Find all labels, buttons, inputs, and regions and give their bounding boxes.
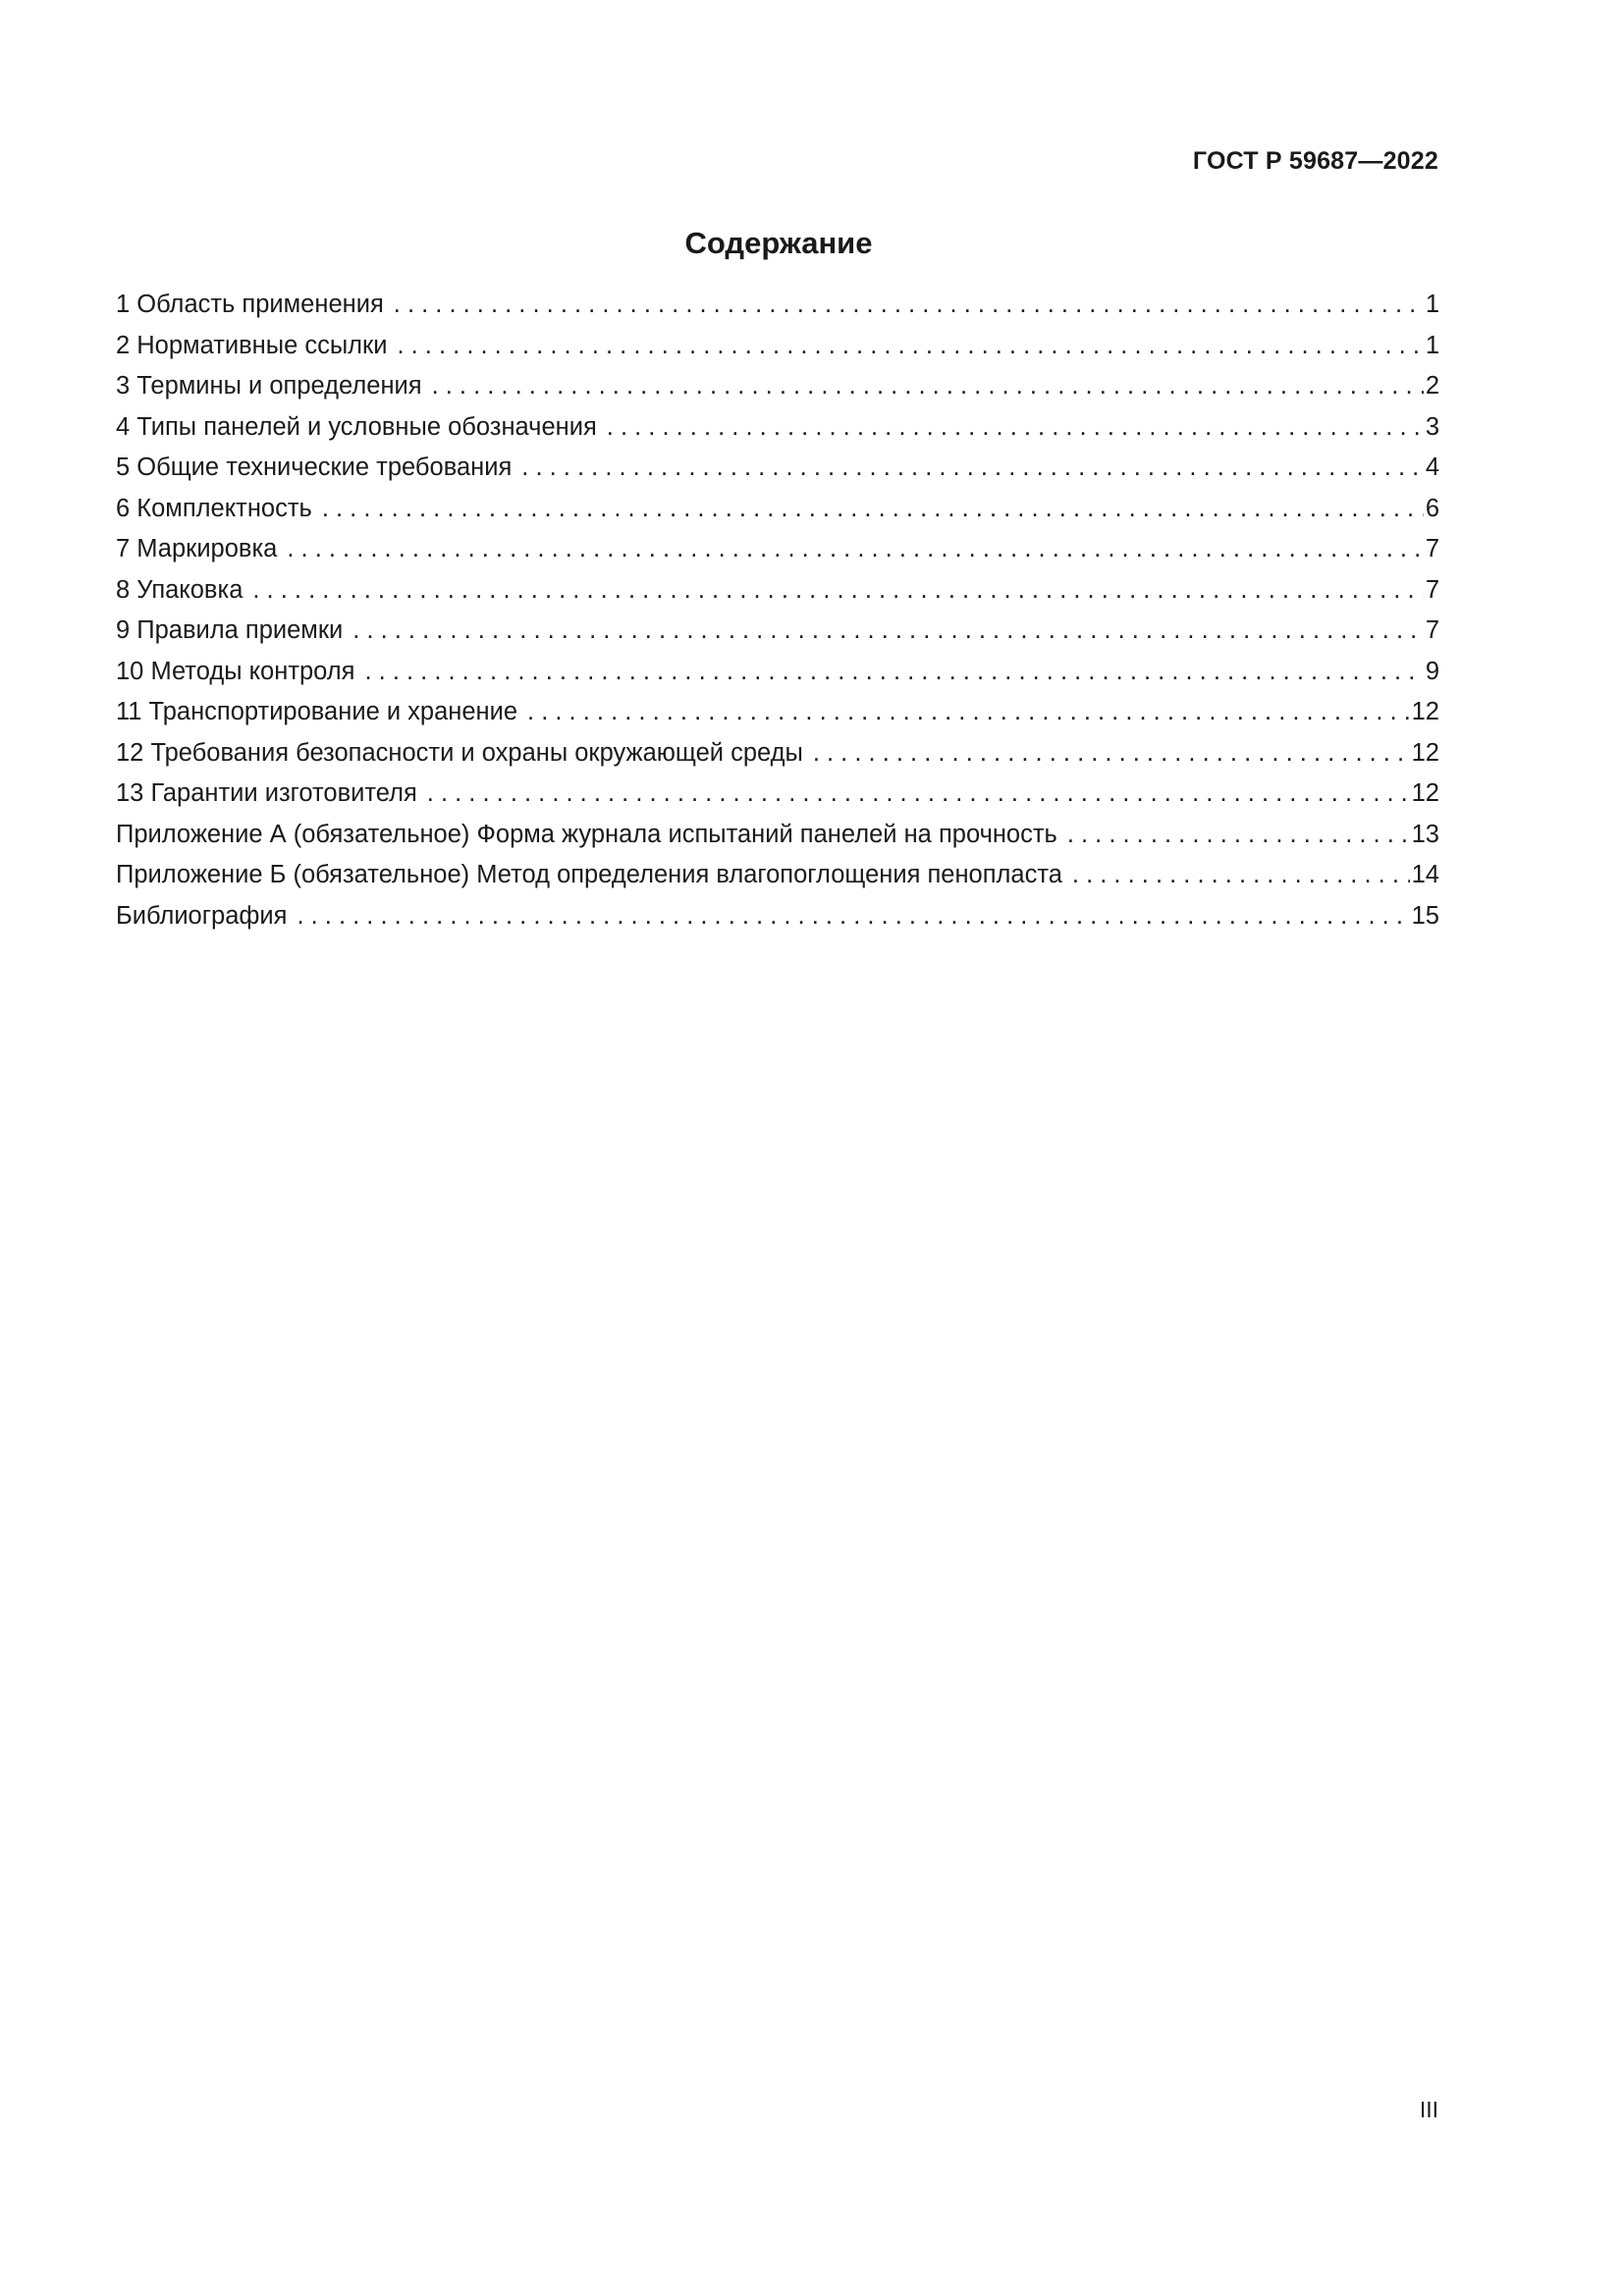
toc-entry-page: 7 <box>1425 535 1439 562</box>
toc-entry-label: 12 Требования безопасности и охраны окружающей среды <box>116 738 803 767</box>
toc-entry-label: 9 Правила приемки <box>116 616 344 644</box>
toc-entry-label: 5 Общие технические требования <box>116 454 513 481</box>
document-code: ГОСТ Р 59687—2022 <box>1192 147 1438 175</box>
toc-dot-leader <box>813 733 1410 774</box>
toc-entry-label: 8 Упаковка <box>116 575 244 604</box>
toc-dot-leader <box>1067 815 1410 856</box>
toc-entry-page: 1 <box>1425 291 1439 318</box>
toc-entry-label: 3 Термины и определения <box>116 372 422 400</box>
toc-entry-label: 4 Типы панелей и условные обозначения <box>116 412 597 441</box>
toc-entry-label: 2 Нормативные ссылки <box>116 331 388 359</box>
toc-entry-page: 12 <box>1411 779 1439 807</box>
toc-entry-page: 7 <box>1425 616 1439 644</box>
toc-title: Содержание <box>684 226 873 260</box>
toc-entry[interactable] <box>116 407 1439 449</box>
toc-entry-page: 12 <box>1411 698 1439 725</box>
toc-entry[interactable] <box>116 652 1439 693</box>
toc-dot-leader <box>365 652 1424 693</box>
toc-entry[interactable] <box>116 896 1439 937</box>
toc-entry-page: 1 <box>1425 331 1439 359</box>
toc-dot-leader <box>432 366 1424 407</box>
toc-dot-leader <box>394 285 1424 326</box>
toc-entry[interactable] <box>116 366 1439 407</box>
toc-entry[interactable] <box>116 326 1439 367</box>
toc-entry-label: 6 Комплектность <box>116 494 312 522</box>
toc-dot-leader <box>397 326 1423 367</box>
toc-entry-page: 3 <box>1425 412 1439 441</box>
toc-entry-page: 13 <box>1411 820 1439 848</box>
toc-dot-leader <box>607 407 1424 449</box>
toc-entry[interactable] <box>116 448 1439 489</box>
toc-dot-leader <box>521 448 1424 489</box>
toc-dot-leader <box>527 692 1410 733</box>
toc-entry-page: 14 <box>1411 861 1439 888</box>
toc-entry[interactable] <box>116 692 1439 733</box>
toc-entry[interactable] <box>116 815 1439 856</box>
toc-entry-label: 13 Гарантии изготовителя <box>116 779 417 807</box>
toc-entry-page: 2 <box>1425 372 1439 400</box>
toc-dot-leader <box>252 570 1423 612</box>
toc-entry[interactable] <box>116 774 1439 815</box>
toc-entry-page: 7 <box>1425 575 1439 604</box>
toc-entry-page: 9 <box>1425 657 1439 685</box>
toc-dot-leader <box>352 611 1424 652</box>
table-of-contents <box>116 285 1439 936</box>
toc-dot-leader <box>427 774 1410 815</box>
toc-entry[interactable] <box>116 611 1439 652</box>
toc-entry[interactable] <box>116 733 1439 774</box>
toc-entry-page: 6 <box>1425 494 1439 522</box>
toc-entry-label: 7 Маркировка <box>116 535 278 562</box>
toc-entry-label: Приложение А (обязательное) Форма журнала испытаний панелей на прочность <box>116 820 1057 848</box>
toc-entry-label: 11 Транспортирование и хранение <box>116 698 518 725</box>
toc-entry[interactable] <box>116 489 1439 530</box>
toc-entry-label: Библиография <box>116 901 288 930</box>
toc-entry[interactable] <box>116 570 1439 612</box>
toc-dot-leader <box>297 896 1409 937</box>
toc-entry[interactable] <box>116 855 1439 896</box>
toc-entry[interactable] <box>116 285 1439 326</box>
toc-dot-leader <box>322 489 1424 530</box>
toc-entry-page: 15 <box>1411 901 1439 930</box>
toc-entry-page: 12 <box>1411 738 1439 767</box>
toc-dot-leader <box>287 529 1423 570</box>
toc-dot-leader <box>1072 855 1410 896</box>
page-number: III <box>1419 2097 1438 2122</box>
toc-entry-page: 4 <box>1425 454 1439 481</box>
toc-entry-label: 1 Область применения <box>116 291 384 318</box>
toc-entry-label: 10 Методы контроля <box>116 657 355 685</box>
toc-entry-label: Приложение Б (обязательное) Метод определения влагопоглощения пенопласта <box>116 861 1062 888</box>
toc-entry[interactable] <box>116 529 1439 570</box>
